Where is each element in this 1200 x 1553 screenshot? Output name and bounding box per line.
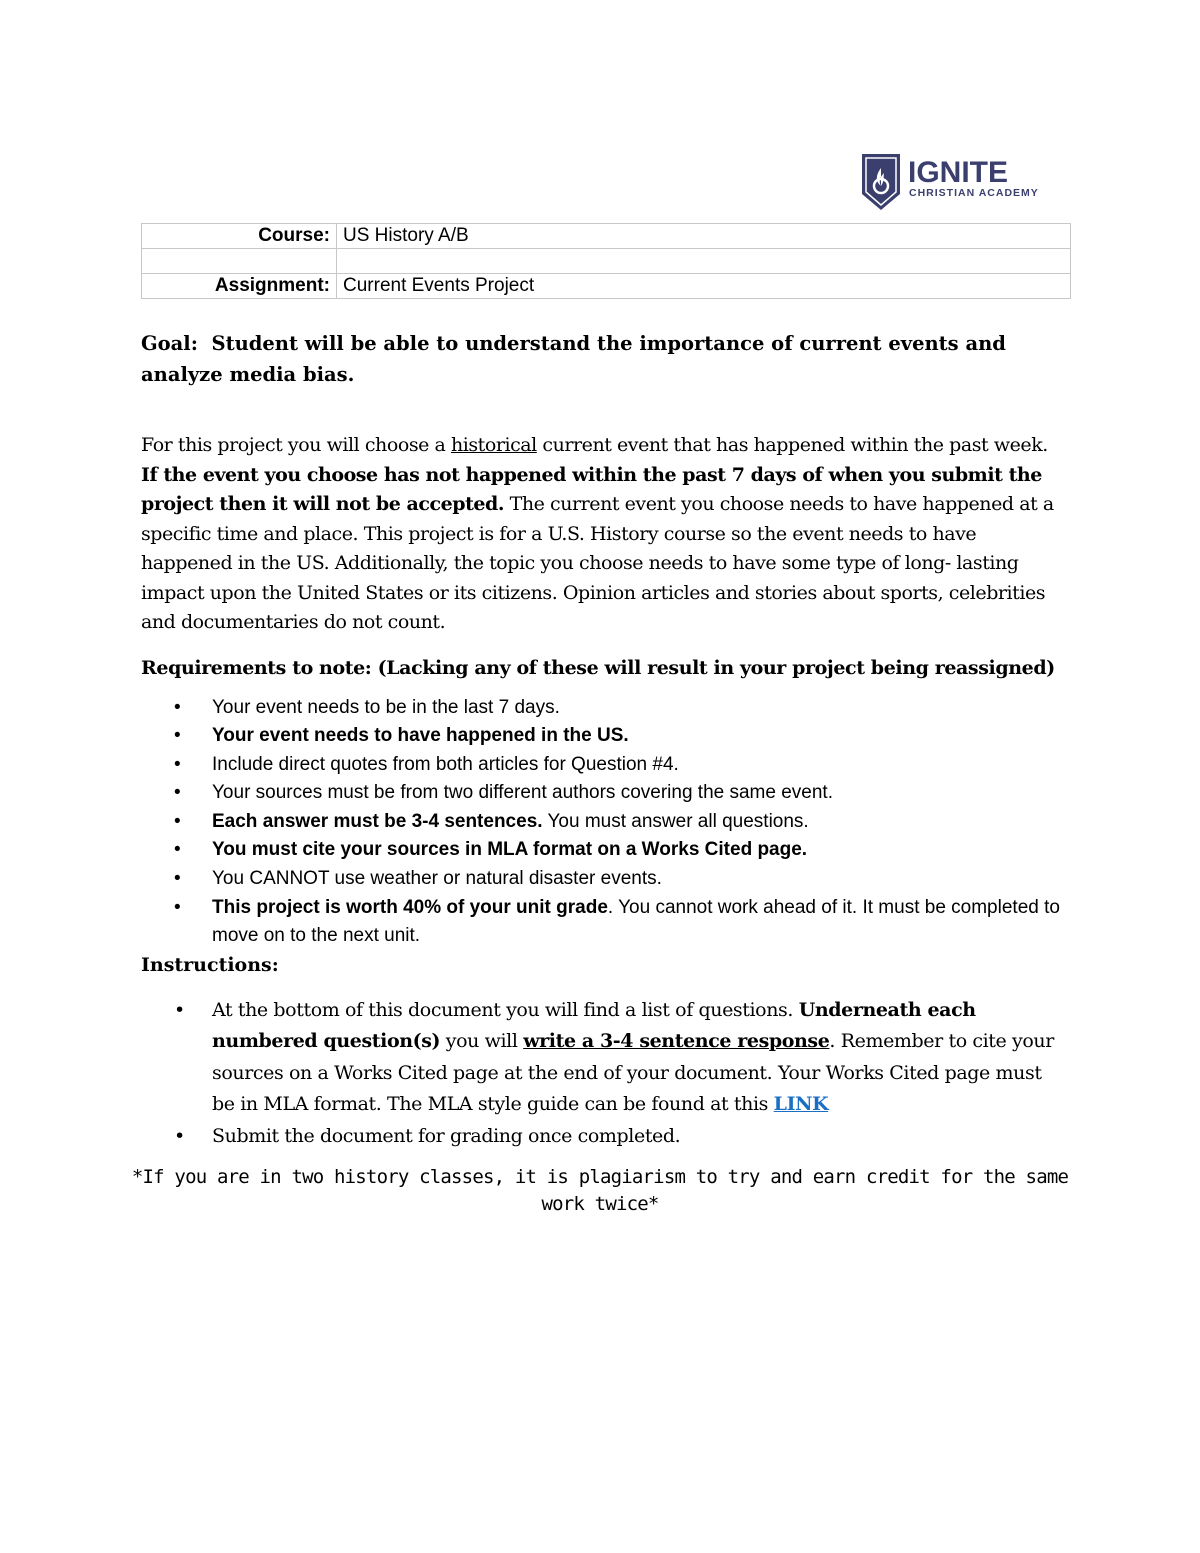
goal-text: Student will be able to understand the importance of current events and analyze media bias.: [141, 332, 1006, 386]
assignment-label: Assignment:: [142, 274, 337, 299]
assignment-value: Current Events Project: [337, 274, 1071, 299]
bullet-icon: •: [174, 896, 181, 918]
bullet-icon: •: [174, 782, 181, 804]
empty-row: [142, 249, 1071, 274]
plagiarism-note: *If you are in two history classes, it is plagiarism to try and earn credit for the same work twice*: [131, 1166, 1069, 1215]
brand-logo: [858, 152, 1058, 212]
mla-guide-link[interactable]: LINK: [773, 1093, 829, 1116]
course-value: US History A/B: [337, 224, 1071, 249]
assignment-row: [142, 274, 1071, 299]
bullet-icon: •: [174, 868, 181, 890]
list-item: • You must cite your sources in MLA format on a Works Cited page.: [141, 836, 1061, 865]
flame-shield-icon: [862, 154, 900, 210]
instructions-heading: Instructions:: [141, 953, 279, 976]
requirements-heading: Requirements to note: (Lacking any of these will result in your project being reassigned): [141, 656, 1055, 679]
course-info-table: [141, 223, 1071, 299]
list-item: • Each answer must be 3-4 sentences. You must answer all questions.: [141, 808, 1061, 837]
bullet-icon: •: [174, 753, 181, 775]
list-item: • Your event needs to have happened in the US.: [141, 722, 1061, 751]
brand-tagline: CHRISTIAN ACADEMY: [909, 187, 1039, 199]
course-label: Course:: [142, 224, 337, 249]
instructions-list: [141, 995, 1061, 1153]
document-body: [141, 328, 1061, 1152]
course-row: [142, 224, 1071, 249]
intro-paragraph: For this project you will choose a historical current event that has happened within the past week. If the event you choose has not happened within the past 7 days of when you submit the project then it will not be accepted. The current event you choose needs to have happened at a specific time and place. This project is for a U.S. History course so the event needs to have happened in the US. Additionally, the topic you choose needs to have some type of long- lasting impact upon the United States or its citizens. Opinion articles and stories about sports, celebrities and documentaries do not count.: [141, 434, 1054, 633]
bullet-icon: •: [174, 998, 185, 1021]
list-item: • Include direct quotes from both articles for Question #4.: [141, 751, 1061, 780]
bullet-icon: •: [174, 810, 181, 832]
historical-word: historical: [450, 434, 537, 456]
bullet-icon: •: [174, 696, 181, 718]
brand-name: IGNITE: [908, 156, 1009, 189]
list-item: • Your sources must be from two different authors covering the same event.: [141, 779, 1061, 808]
list-item: • At the bottom of this document you will find a list of questions. Underneath each numbered question(s) you will write a 3-4 sentence response. Remember to cite your sources on a Works Cited page at the end of your document. Your Works Cited page must be in MLA format. The MLA style guide can be found at this LINK: [141, 995, 1061, 1121]
list-item: • You CANNOT use weather or natural disaster events.: [141, 865, 1061, 894]
requirements-list: [141, 694, 1061, 951]
list-item: • Your event needs to be in the last 7 days.: [141, 694, 1061, 723]
bullet-icon: •: [174, 725, 181, 747]
list-item: • This project is worth 40% of your unit grade. You cannot work ahead of it. It must be completed to move on to the next unit.: [141, 894, 1061, 951]
goal-label: Goal:: [141, 332, 198, 355]
goal-statement: [141, 328, 1061, 390]
bullet-icon: •: [174, 839, 181, 861]
bullet-icon: •: [174, 1124, 185, 1147]
deadline-warning: If the event you choose has not happened within the past 7 days of when you submit the project then it will not be accepted.: [141, 463, 1042, 515]
list-item: • Submit the document for grading once completed.: [141, 1121, 1061, 1153]
